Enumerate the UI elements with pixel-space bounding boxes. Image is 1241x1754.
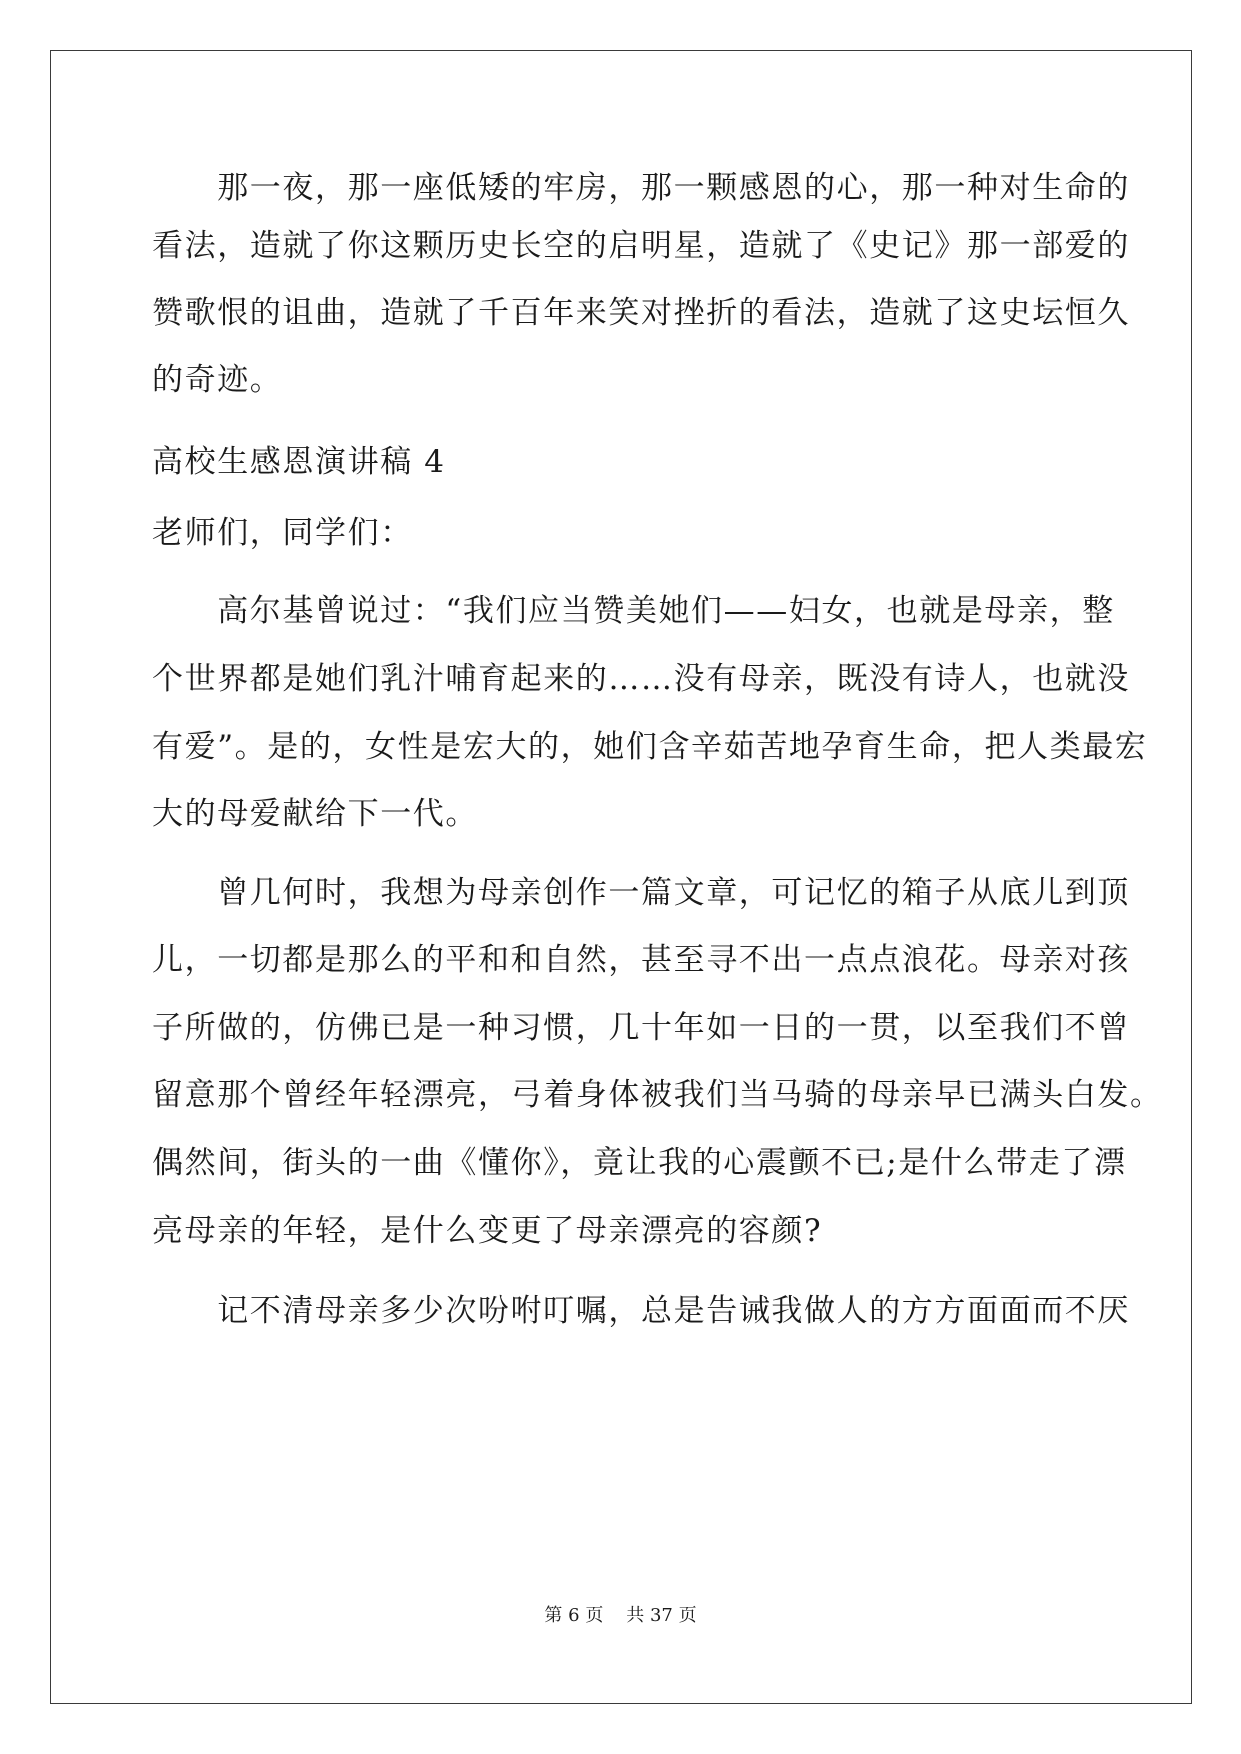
paragraph-line: 个世界都是她们乳汁哺育起来的……没有母亲，既没有诗人，也就没 (152, 661, 1130, 697)
paragraph-line: 的奇迹。 (152, 362, 283, 398)
paragraph-line: 赞歌恨的诅曲，造就了千百年来笑对挫折的看法，造就了这史坛恒久 (152, 295, 1130, 331)
paragraph-line: 子所做的，仿佛已是一种习惯，几十年如一日的一贯，以至我们不曾 (152, 1010, 1130, 1046)
paragraph-line: 大的母爱献给下一代。 (152, 796, 478, 832)
page-total: 共 37 页 (626, 1605, 697, 1626)
paragraph-line: 儿，一切都是那么的平和和自然，甚至寻不出一点点浪花。母亲对孩 (152, 942, 1130, 978)
salutation-line: 老师们，同学们： (152, 515, 413, 551)
section-heading: 高校生感恩演讲稿 4 (152, 444, 446, 480)
paragraph-line: 记不清母亲多少次吩咐叮嘱，总是告诫我做人的方方面面而不厌 (152, 1293, 1130, 1329)
page-number: 第 6 页 (544, 1605, 604, 1626)
paragraph-line: 有爱”。是的，女性是宏大的，她们含辛茹苦地孕育生命，把人类最宏 (152, 729, 1148, 765)
page-footer (0, 1601, 1241, 1627)
paragraph-line: 那一夜，那一座低矮的牢房，那一颗感恩的心，那一种对生命的 (152, 170, 1130, 206)
paragraph-line: 曾几何时，我想为母亲创作一篇文章，可记忆的箱子从底儿到顶 (152, 875, 1130, 911)
paragraph-line: 高尔基曾说过：“我们应当赞美她们——妇女，也就是母亲，整 (152, 593, 1115, 629)
paragraph-line: 亮母亲的年轻，是什么变更了母亲漂亮的容颜? (152, 1213, 823, 1249)
paragraph-line: 留意那个曾经年轻漂亮，弓着身体被我们当马骑的母亲早已满头白发。 (152, 1077, 1163, 1113)
paragraph-line: 偶然间，街头的一曲《懂你》，竟让我的心震颤不已;是什么带走了漂 (152, 1145, 1127, 1181)
paragraph-line: 看法，造就了你这颗历史长空的启明星，造就了《史记》那一部爱的 (152, 228, 1130, 264)
